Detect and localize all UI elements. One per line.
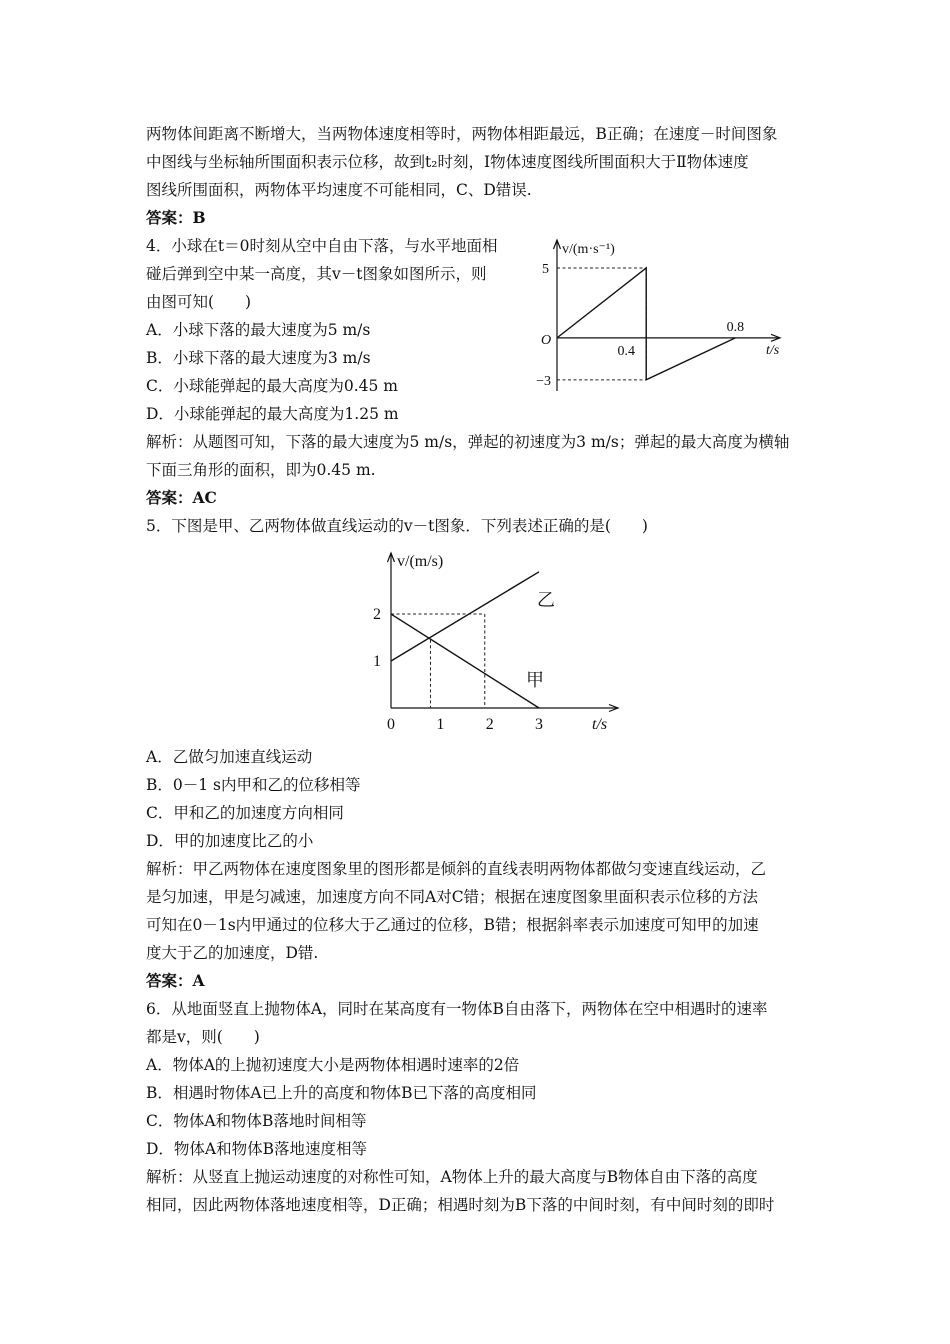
x-tick-label: 2	[485, 716, 494, 733]
question-6-option-a: A．物体A的上抛初速度大小是两物体相遇时速率的2倍	[146, 1056, 520, 1074]
question-6-line-1: 6．从地面竖直上抛物体A，同时在某高度有一物体B自由落下，两物体在空中相遇时的速率	[146, 1000, 768, 1018]
y-tick-label: 1	[373, 653, 381, 671]
x-tick-label: 0.4	[617, 343, 635, 359]
explanation-prev-line-1: 两物体间距离不断增大，当两物体速度相等时，两物体相距最远，B正确；在速度－时间图象	[146, 125, 778, 143]
origin-label: O	[541, 332, 552, 348]
question-4-option-b: B．小球下落的最大速度为3 m/s	[146, 349, 371, 367]
explanation-4-line-2: 下面三角形的面积，即为0.45 m.	[146, 461, 376, 479]
question-4-line-2: 碰后弹到空中某一高度，其v－t图象如图所示，则	[146, 265, 487, 283]
x-tick-label: 0	[387, 716, 395, 733]
series-label-jia: 甲	[526, 670, 544, 690]
x-tick-label: 3	[535, 716, 544, 733]
chart-ball-vt	[530, 236, 790, 396]
explanation-prev-line-3: 图线所围面积，两物体平均速度不可能相同，C、D错误.	[146, 181, 532, 199]
y-tick-label: −3	[536, 373, 551, 389]
y-axis-label: v/(m·s⁻¹)	[562, 242, 615, 257]
x-axis-label: t/s	[766, 342, 780, 358]
chart-jia-yi-vt	[340, 545, 630, 735]
explanation-5-line-4: 度大于乙的加速度，D错.	[146, 944, 319, 962]
answer-4: 答案：AC	[146, 488, 217, 507]
question-5-option-a: A．乙做匀加速直线运动	[146, 748, 313, 766]
x-axis-label: t/s	[592, 716, 608, 733]
question-4-option-c: C．小球能弹起的最大高度为0.45 m	[146, 377, 398, 395]
y-tick-label: 2	[373, 606, 381, 624]
question-4-option-d: D．小球能弹起的最大高度为1.25 m	[146, 405, 399, 423]
explanation-prev-line-2: 中图线与坐标轴所围面积表示位移，故到t₂时刻，Ⅰ物体速度图线所围面积大于Ⅱ物体速度	[146, 153, 749, 171]
explanation-4-line-1: 解析：从题图可知，下落的最大速度为5 m/s，弹起的初速度为3 m/s；弹起的最大高度为横轴	[146, 433, 790, 451]
explanation-6-line-2: 相同，因此两物体落地速度相等，D正确；相遇时刻为B下落的中间时刻，有中间时刻的即时	[146, 1196, 775, 1214]
x-tick-label: 1	[436, 716, 445, 733]
explanation-6-line-1: 解析：从竖直上抛运动速度的对称性可知，A物体上升的最大高度与B物体自由下落的高度	[146, 1168, 758, 1186]
question-5-option-d: D．甲的加速度比乙的小	[146, 832, 314, 850]
question-4-line-3: 由图可知( )	[146, 293, 252, 311]
question-6-line-2: 都是v，则( )	[146, 1028, 260, 1046]
question-5: 5．下图是甲、乙两物体做直线运动的v－t图象．下列表述正确的是( )	[146, 517, 648, 535]
x-tick-label: 0.8	[726, 319, 745, 335]
question-6-option-b: B．相遇时物体A已上升的高度和物体B已下落的高度相同	[146, 1084, 537, 1102]
question-4-option-a: A．小球下落的最大速度为5 m/s	[146, 321, 371, 339]
question-4-line-1: 4．小球在t＝0时刻从空中自由下落，与水平地面相	[146, 237, 498, 255]
series-label-yi: 乙	[537, 590, 555, 610]
explanation-5-line-1: 解析：甲乙两物体在速度图象里的图形都是倾斜的直线表明两物体都做匀变速直线运动，乙	[146, 860, 767, 878]
series-line-1	[557, 268, 735, 380]
y-axis-label: v/(m/s)	[397, 553, 444, 570]
question-5-option-b: B．0－1 s内甲和乙的位移相等	[146, 776, 361, 794]
answer-prev: 答案：B	[146, 208, 206, 227]
question-6-option-d: D．物体A和物体B落地速度相等	[146, 1140, 368, 1158]
y-tick-label: 5	[542, 261, 549, 277]
question-5-option-c: C．甲和乙的加速度方向相同	[146, 804, 344, 822]
question-6-option-c: C．物体A和物体B落地时间相等	[146, 1112, 367, 1130]
series-line-1	[391, 572, 539, 661]
explanation-5-line-3: 可知在0－1s内甲通过的位移大于乙通过的位移，B错；根据斜率表示加速度可知甲的加速	[146, 916, 759, 934]
answer-5: 答案：A	[146, 971, 205, 990]
series-line-2	[391, 614, 539, 708]
explanation-5-line-2: 是匀加速，甲是匀减速，加速度方向不同A对C错；根据在速度图象里面积表示位移的方法	[146, 888, 759, 906]
